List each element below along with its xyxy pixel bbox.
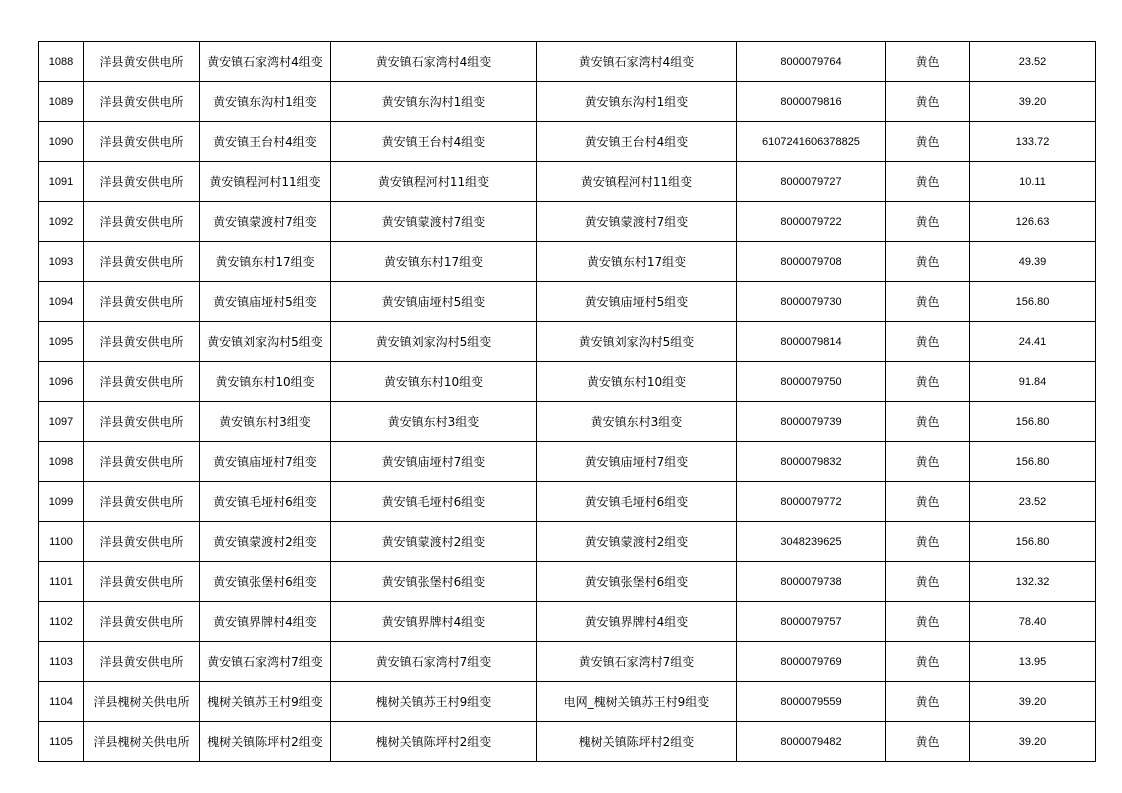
table-row (39, 562, 1096, 602)
row-id-cell: 1101 (39, 562, 84, 602)
row-id-cell: 1091 (39, 162, 84, 202)
table-row (39, 362, 1096, 402)
row-id-cell: 1094 (39, 282, 84, 322)
transformer-name-cell: 槐树关镇陈坪村2组变 (200, 722, 331, 762)
transformer-name-cell: 黄安镇东村17组变 (200, 242, 331, 282)
account-code-cell: 8000079832 (737, 442, 886, 482)
table-row (39, 482, 1096, 522)
line-name-cell: 黄安镇东村3组变 (331, 402, 537, 442)
line-name-cell: 黄安镇张堡村6组变 (331, 562, 537, 602)
transformer-name-cell: 黄安镇东村3组变 (200, 402, 331, 442)
line-name-cell: 黄安镇东村17组变 (331, 242, 537, 282)
transformer-name-cell: 黄安镇庙垭村7组变 (200, 442, 331, 482)
value-cell: 156.80 (970, 522, 1096, 562)
power-station-cell: 洋县槐树关供电所 (84, 722, 200, 762)
account-code-cell: 8000079738 (737, 562, 886, 602)
table-body (39, 42, 1096, 762)
row-id-cell: 1100 (39, 522, 84, 562)
table-row (39, 522, 1096, 562)
warning-level-cell: 黄色 (886, 42, 970, 82)
warning-level-cell: 黄色 (886, 482, 970, 522)
transformer-name-cell: 黄安镇东村10组变 (200, 362, 331, 402)
table-row (39, 602, 1096, 642)
line-name-cell: 黄安镇石家湾村4组变 (331, 42, 537, 82)
transformer-name-cell: 黄安镇蒙渡村7组变 (200, 202, 331, 242)
value-cell: 78.40 (970, 602, 1096, 642)
row-id-cell: 1095 (39, 322, 84, 362)
row-id-cell: 1104 (39, 682, 84, 722)
value-cell: 133.72 (970, 122, 1096, 162)
station-area-name-cell: 黄安镇程河村11组变 (537, 162, 737, 202)
line-name-cell: 黄安镇蒙渡村7组变 (331, 202, 537, 242)
account-code-cell: 8000079727 (737, 162, 886, 202)
row-id-cell: 1105 (39, 722, 84, 762)
table-row (39, 682, 1096, 722)
account-code-cell: 3048239625 (737, 522, 886, 562)
transformer-name-cell: 黄安镇东沟村1组变 (200, 82, 331, 122)
account-code-cell: 8000079482 (737, 722, 886, 762)
value-cell: 156.80 (970, 442, 1096, 482)
warning-level-cell: 黄色 (886, 122, 970, 162)
power-station-cell: 洋县黄安供电所 (84, 522, 200, 562)
station-area-name-cell: 黄安镇庙垭村7组变 (537, 442, 737, 482)
power-station-cell: 洋县黄安供电所 (84, 322, 200, 362)
warning-level-cell: 黄色 (886, 282, 970, 322)
power-station-cell: 洋县黄安供电所 (84, 242, 200, 282)
value-cell: 156.80 (970, 402, 1096, 442)
warning-level-cell: 黄色 (886, 242, 970, 282)
line-name-cell: 槐树关镇苏王村9组变 (331, 682, 537, 722)
table-row (39, 282, 1096, 322)
value-cell: 23.52 (970, 42, 1096, 82)
row-id-cell: 1089 (39, 82, 84, 122)
value-cell: 39.20 (970, 722, 1096, 762)
transformer-name-cell: 黄安镇石家湾村7组变 (200, 642, 331, 682)
station-area-name-cell: 黄安镇东沟村1组变 (537, 82, 737, 122)
table-row (39, 162, 1096, 202)
warning-level-cell: 黄色 (886, 162, 970, 202)
transformer-name-cell: 黄安镇程河村11组变 (200, 162, 331, 202)
transformer-name-cell: 黄安镇石家湾村4组变 (200, 42, 331, 82)
row-id-cell: 1097 (39, 402, 84, 442)
value-cell: 39.20 (970, 682, 1096, 722)
transformer-name-cell: 黄安镇界牌村4组变 (200, 602, 331, 642)
row-id-cell: 1102 (39, 602, 84, 642)
line-name-cell: 黄安镇庙垭村5组变 (331, 282, 537, 322)
station-area-name-cell: 黄安镇蒙渡村7组变 (537, 202, 737, 242)
account-code-cell: 8000079750 (737, 362, 886, 402)
line-name-cell: 黄安镇石家湾村7组变 (331, 642, 537, 682)
power-station-cell: 洋县黄安供电所 (84, 442, 200, 482)
warning-level-cell: 黄色 (886, 202, 970, 242)
station-area-name-cell: 黄安镇界牌村4组变 (537, 602, 737, 642)
warning-level-cell: 黄色 (886, 722, 970, 762)
row-id-cell: 1103 (39, 642, 84, 682)
value-cell: 10.11 (970, 162, 1096, 202)
value-cell: 126.63 (970, 202, 1096, 242)
power-station-cell: 洋县黄安供电所 (84, 482, 200, 522)
value-cell: 13.95 (970, 642, 1096, 682)
account-code-cell: 8000079764 (737, 42, 886, 82)
line-name-cell: 槐树关镇陈坪村2组变 (331, 722, 537, 762)
line-name-cell: 黄安镇蒙渡村2组变 (331, 522, 537, 562)
line-name-cell: 黄安镇庙垭村7组变 (331, 442, 537, 482)
warning-level-cell: 黄色 (886, 562, 970, 602)
table-row (39, 322, 1096, 362)
value-cell: 23.52 (970, 482, 1096, 522)
row-id-cell: 1099 (39, 482, 84, 522)
station-area-name-cell: 黄安镇东村17组变 (537, 242, 737, 282)
account-code-cell: 6107241606378825 (737, 122, 886, 162)
power-station-cell: 洋县黄安供电所 (84, 362, 200, 402)
line-name-cell: 黄安镇刘家沟村5组变 (331, 322, 537, 362)
account-code-cell: 8000079769 (737, 642, 886, 682)
transformer-name-cell: 黄安镇毛垭村6组变 (200, 482, 331, 522)
data-table (38, 41, 1096, 762)
table-row (39, 442, 1096, 482)
table-row (39, 82, 1096, 122)
station-area-name-cell: 黄安镇张堡村6组变 (537, 562, 737, 602)
warning-level-cell: 黄色 (886, 602, 970, 642)
station-area-name-cell: 黄安镇东村3组变 (537, 402, 737, 442)
row-id-cell: 1096 (39, 362, 84, 402)
station-area-name-cell: 黄安镇石家湾村4组变 (537, 42, 737, 82)
station-area-name-cell: 电网_槐树关镇苏王村9组变 (537, 682, 737, 722)
table-row (39, 42, 1096, 82)
line-name-cell: 黄安镇界牌村4组变 (331, 602, 537, 642)
line-name-cell: 黄安镇程河村11组变 (331, 162, 537, 202)
account-code-cell: 8000079772 (737, 482, 886, 522)
station-area-name-cell: 黄安镇石家湾村7组变 (537, 642, 737, 682)
account-code-cell: 8000079722 (737, 202, 886, 242)
value-cell: 49.39 (970, 242, 1096, 282)
row-id-cell: 1088 (39, 42, 84, 82)
transformer-name-cell: 槐树关镇苏王村9组变 (200, 682, 331, 722)
account-code-cell: 8000079730 (737, 282, 886, 322)
warning-level-cell: 黄色 (886, 442, 970, 482)
account-code-cell: 8000079814 (737, 322, 886, 362)
transformer-name-cell: 黄安镇王台村4组变 (200, 122, 331, 162)
power-station-cell: 洋县黄安供电所 (84, 202, 200, 242)
station-area-name-cell: 黄安镇毛垭村6组变 (537, 482, 737, 522)
warning-level-cell: 黄色 (886, 642, 970, 682)
account-code-cell: 8000079816 (737, 82, 886, 122)
power-station-cell: 洋县黄安供电所 (84, 642, 200, 682)
row-id-cell: 1098 (39, 442, 84, 482)
account-code-cell: 8000079739 (737, 402, 886, 442)
account-code-cell: 8000079757 (737, 602, 886, 642)
station-area-name-cell: 黄安镇庙垭村5组变 (537, 282, 737, 322)
power-station-cell: 洋县黄安供电所 (84, 402, 200, 442)
transformer-name-cell: 黄安镇刘家沟村5组变 (200, 322, 331, 362)
power-station-cell: 洋县槐树关供电所 (84, 682, 200, 722)
station-area-name-cell: 槐树关镇陈坪村2组变 (537, 722, 737, 762)
line-name-cell: 黄安镇东沟村1组变 (331, 82, 537, 122)
transformer-name-cell: 黄安镇庙垭村5组变 (200, 282, 331, 322)
value-cell: 91.84 (970, 362, 1096, 402)
warning-level-cell: 黄色 (886, 82, 970, 122)
account-code-cell: 8000079708 (737, 242, 886, 282)
warning-level-cell: 黄色 (886, 522, 970, 562)
station-area-name-cell: 黄安镇蒙渡村2组变 (537, 522, 737, 562)
table-row (39, 722, 1096, 762)
power-station-cell: 洋县黄安供电所 (84, 602, 200, 642)
value-cell: 156.80 (970, 282, 1096, 322)
transformer-name-cell: 黄安镇张堡村6组变 (200, 562, 331, 602)
transformer-name-cell: 黄安镇蒙渡村2组变 (200, 522, 331, 562)
table-row (39, 642, 1096, 682)
table-row (39, 242, 1096, 282)
row-id-cell: 1090 (39, 122, 84, 162)
table-row (39, 202, 1096, 242)
line-name-cell: 黄安镇王台村4组变 (331, 122, 537, 162)
station-area-name-cell: 黄安镇刘家沟村5组变 (537, 322, 737, 362)
station-area-name-cell: 黄安镇东村10组变 (537, 362, 737, 402)
power-station-cell: 洋县黄安供电所 (84, 562, 200, 602)
power-station-cell: 洋县黄安供电所 (84, 42, 200, 82)
value-cell: 39.20 (970, 82, 1096, 122)
power-station-cell: 洋县黄安供电所 (84, 282, 200, 322)
power-station-cell: 洋县黄安供电所 (84, 82, 200, 122)
account-code-cell: 8000079559 (737, 682, 886, 722)
row-id-cell: 1092 (39, 202, 84, 242)
warning-level-cell: 黄色 (886, 322, 970, 362)
row-id-cell: 1093 (39, 242, 84, 282)
value-cell: 132.32 (970, 562, 1096, 602)
warning-level-cell: 黄色 (886, 682, 970, 722)
power-station-cell: 洋县黄安供电所 (84, 122, 200, 162)
table-row (39, 402, 1096, 442)
table-row (39, 122, 1096, 162)
warning-level-cell: 黄色 (886, 362, 970, 402)
line-name-cell: 黄安镇东村10组变 (331, 362, 537, 402)
line-name-cell: 黄安镇毛垭村6组变 (331, 482, 537, 522)
station-area-name-cell: 黄安镇王台村4组变 (537, 122, 737, 162)
value-cell: 24.41 (970, 322, 1096, 362)
power-station-cell: 洋县黄安供电所 (84, 162, 200, 202)
warning-level-cell: 黄色 (886, 402, 970, 442)
